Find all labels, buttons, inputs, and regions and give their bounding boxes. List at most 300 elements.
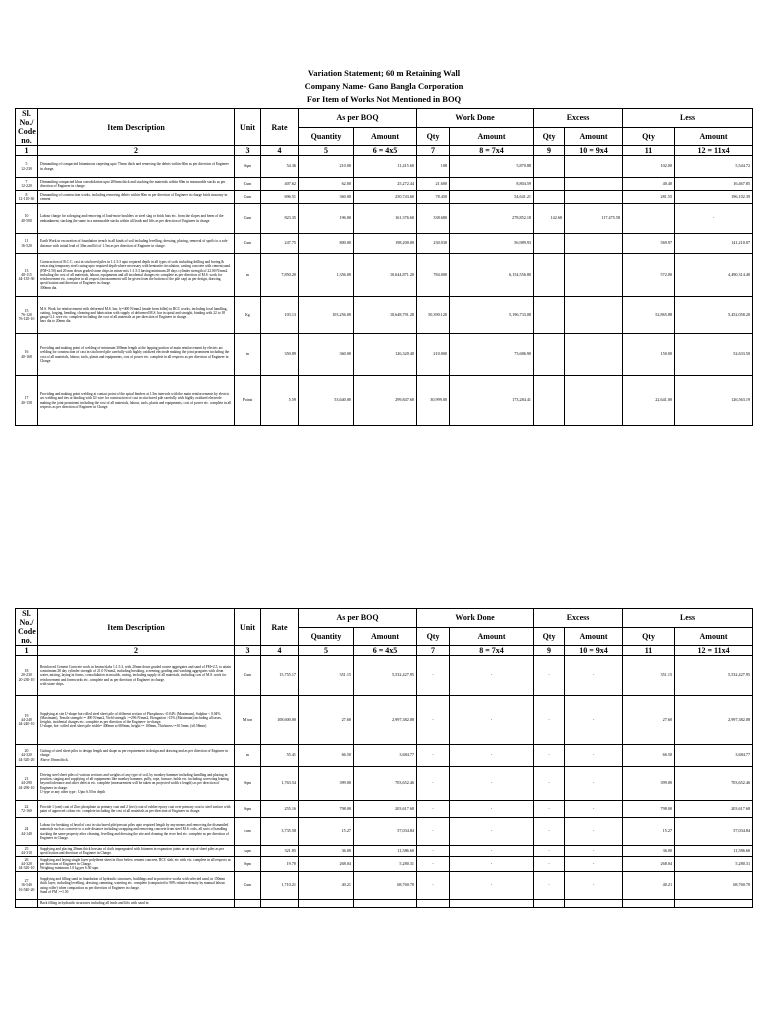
less-qty: 36.00 — [623, 846, 675, 857]
col-header-unit: Unit — [235, 109, 261, 146]
item-description: Dismantling compacted khoa consolidation upto 200mm thick and stacking the materials within 60m in measurable stacks as per direction of Engineer in charge. — [38, 178, 235, 191]
less-qty: 572.00 — [623, 254, 675, 297]
table-row — [16, 191, 753, 204]
item-number: 22 72-160 — [16, 801, 38, 818]
work-done-qty: 108 — [417, 156, 450, 178]
work-done-amount: 73,686.90 — [450, 334, 534, 376]
item-description: Supplying at site U-shape hot rolled steel sheet pile of different section of Phosphorus <0.04% (Maximum), Sulphur < 0.04% (Maximum), Tensile strength>= 490 N/mm2, Yield strength >=296 N/mm2, Elongation >15% (Maximum) including all taxes, freights, incidental charges etc. complete as per direction of the Engineer- in-charge. U-shape, hot- rolled steel sheet pile width= 400mm to 600mm, height>= 100mm, Thickness>=10.5mm. (x0.58mm) — [38, 696, 235, 745]
work-done-qty: - — [417, 801, 450, 818]
boq-amount: 198,200.00 — [354, 234, 417, 254]
excess-qty: - — [534, 745, 565, 767]
work-done-qty: - — [417, 846, 450, 857]
less-qty: 281.55 — [623, 191, 675, 204]
work-done-amount: - — [450, 767, 534, 801]
less-qty: 569.97 — [623, 234, 675, 254]
table-row — [16, 801, 753, 818]
item-description: Labour for breaking of head of cast in situ bored pile/precast piles upto required length by any means and removing the dismantled materials such as concrete to a safe distance including scrapping and removing concrete from steel M.S. rods, all sorts of handling stacking the same property after cleaning, levelling and dressing the site and cleaning the river bed etc. complete as per direction of Engineer in Charge. — [38, 818, 235, 846]
item-description: Supplying and placing 20mm thick hessian of cloth impregnated with bitumen in expansion joints or on top of sheet piles as per specification and direction of Engineer in Charge. — [38, 846, 235, 857]
item-unit: Sqm — [235, 767, 261, 801]
item-number: 10 40-500 — [16, 204, 38, 234]
col-header-rate: Rate — [261, 109, 299, 146]
item-unit: Points — [235, 376, 261, 426]
item-rate: 823.35 — [261, 204, 299, 234]
less-amount: 3,684.77 — [675, 745, 753, 767]
less-amount: 196,102.39 — [675, 191, 753, 204]
item-description: Earth Work in excavation of foundation trench in all kinds of soil including levelling, dressing, placing, removal of spoils to a safe distance with initial lead of 30m and lift of 1.5m as per direction of Engineer in charge. — [38, 234, 235, 254]
excess-qty: 142.68 — [534, 204, 565, 234]
col-number: 3 — [235, 146, 261, 156]
item-rate: 696.51 — [261, 191, 299, 204]
boq-quantity: 798.00 — [299, 801, 354, 818]
item-number — [16, 900, 38, 908]
col-number: 12 = 11x4 — [675, 646, 753, 656]
excess-amount: - — [565, 872, 623, 900]
item-rate: 19.70 — [261, 857, 299, 872]
less-qty: 798.00 — [623, 801, 675, 818]
excess-amount — [565, 376, 623, 426]
excess-qty: - — [534, 857, 565, 872]
table-row — [16, 696, 753, 745]
variation-table-2 — [15, 608, 753, 908]
excess-qty: - — [534, 872, 565, 900]
title-line-1: Variation Statement; 60 m Retaining Wall — [307, 68, 461, 78]
col-header-as-per-boq: As per BOQ — [299, 109, 417, 128]
less-qty: 102.00 — [623, 156, 675, 178]
work-done-qty: 78.450 — [417, 191, 450, 204]
less-qty: 399.00 — [623, 767, 675, 801]
less-amount: 5,280.31 — [675, 857, 753, 872]
boq-amount: 703,652.46 — [354, 767, 417, 801]
excess-amount: - — [565, 696, 623, 745]
work-done-qty: 210.000 — [417, 334, 450, 376]
item-rate: 1,710.21 — [261, 872, 299, 900]
excess-amount — [565, 297, 623, 334]
excess-amount: - — [565, 767, 623, 801]
item-description: Construction of R.C.C. cast in situ bored piles in 1:1.5:3 upto required depth in all types of soils including drilling and boring & extracting temporary steel casing upto required depth where necessary with bentonite circulation, casting concrete with cement,sand (FM=2.50) and 20 mm down graded stone chips in mixer mix 1:1.5:3 having minimum 28 days cylinder strength of 22.00 N/mm2 including the cost of all materials, labour, equipments and all incidental charges etc complete as per direction of M.S. work for reinforcement etc. complete in all respect (measurement will be given from the bottom of the pile cap) as per design, drawing, specification and direction of Engineer in charge. 300mm dia. — [38, 254, 235, 297]
col-number: 1 — [16, 646, 38, 656]
less-qty: 27.60 — [623, 696, 675, 745]
table-row — [16, 745, 753, 767]
item-rate: 54.36 — [261, 156, 299, 178]
col-header-desc: Item Description — [38, 109, 235, 146]
less-amount: 57,034.84 — [675, 818, 753, 846]
col-number: 3 — [235, 646, 261, 656]
work-done-qty: - — [417, 857, 450, 872]
col-header-ls-amount: Amount — [675, 627, 753, 646]
item-number: 24 44-140 — [16, 818, 38, 846]
excess-amount: - — [565, 745, 623, 767]
col-header-wd-qty: Qty — [417, 127, 450, 146]
boq-quantity: 36.00 — [299, 846, 354, 857]
work-done-qty: - — [417, 767, 450, 801]
excess-qty: - — [534, 656, 565, 696]
col-header-wd-amount: Amount — [450, 627, 534, 646]
excess-qty — [534, 254, 565, 297]
less-qty: 40.21 — [623, 872, 675, 900]
item-description: Provide 1 (one) coat of Zinc phosphate as primary coat and 2 (two) coat of rubber epoxy coat over primary coat to steel surface with paint of approved colour etc. complete including the cost of all materials as per direction of Engineer in charge. — [38, 801, 235, 818]
item-description: Driving steel sheet piles of various sections and weights of any type of soil, by monkey hammer including handling and placing in position, staging and supplying of all equipments like monkey hammer, pully, rope, furnace, bolsh etc. including correcting leaning beyond tolerance and other defects etc. complete (measurement will be taken on projected width x length) as per direction of Engineer in charge. U-type or any other type : Upto 6.50 m depth — [38, 767, 235, 801]
less-amount: 52,633.50 — [675, 334, 753, 376]
item-description: Providing and making point of welding of minimum 300mm length at the lapping portion of main reinforcement by electric arc welding for construction of cast in situ bored pile carefully with highly oxidized electrode making the joint prominent including the cost of all materials, labour, tools, plants and equipments, cost of power etc. complete in all respects as per direction of Engineer in Charge. — [38, 334, 235, 376]
work-done-qty: 338.680 — [417, 204, 450, 234]
col-header-ls-qty: Qty — [623, 127, 675, 146]
item-description: Providing and making point welding at contact point of the spiral binders at 1.5m intervals with the main reinforcements by electric arc welding and ties or binding with GI wire for construction of cast in situ bored pile carefully with highly oxidized electrode making the joint prominent including the cost of all materials, labour, tools, plants and equipments, cost of power etc. complete in all respects as per direction of Engineer in Charge. — [38, 376, 235, 426]
table-row — [16, 178, 753, 191]
col-number: 5 — [299, 146, 354, 156]
col-header-unit: Unit — [235, 609, 261, 646]
boq-amount: 5,532,427.95 — [354, 656, 417, 696]
less-qty: 52,865.88 — [623, 297, 675, 334]
less-qty: 15.27 — [623, 818, 675, 846]
col-number: 4 — [261, 146, 299, 156]
excess-amount — [565, 334, 623, 376]
excess-amount — [565, 900, 623, 908]
work-done-amount — [450, 900, 534, 908]
item-number: 26 44-320 44-320-10 — [16, 857, 38, 872]
excess-amount: - — [565, 846, 623, 857]
excess-amount: - — [565, 801, 623, 818]
item-description: Supplying and filling sand in foundation of hydraulic structures, buildings and in protective works with selected sand, in 150mm thick layer, including levelling, dressing, ramming, watering etc. complete (compacted to 90% relative density by manual labour using roller) when compaction as per direction of Engineer in charge. Sand of FM >=1.50 — [38, 872, 235, 900]
work-done-qty: - — [417, 818, 450, 846]
col-header-boq-quantity: Quantity — [299, 627, 354, 646]
excess-qty — [534, 376, 565, 426]
item-unit: Kg — [235, 297, 261, 334]
table-row — [16, 872, 753, 900]
boq-amount: 299,847.60 — [354, 376, 417, 426]
less-qty: 40.40 — [623, 178, 675, 191]
boq-quantity: 1,356.00 — [299, 254, 354, 297]
item-description: Labour charge for salvaging and removing of load-mote boulders or steel slag or brick bats etc. from the slopes and berm of the embankment, stacking the same in a measurable stacks within all leads and lifts as per direction of Engineer in charge. — [38, 204, 235, 234]
excess-amount: - — [565, 818, 623, 846]
col-header-ex-amount: Amount — [565, 627, 623, 646]
table-row — [16, 767, 753, 801]
boq-amount: 68,760.70 — [354, 872, 417, 900]
item-number: 7 12-220 — [16, 178, 38, 191]
item-description: Dismantling of compacted bituminous carpeting upto 75mm thick and removing the debris within 60m as per direction of Engineer in charge. — [38, 156, 235, 178]
work-done-qty: - — [417, 745, 450, 767]
col-number: 7 — [417, 146, 450, 156]
col-header-boq-amount: Amount — [354, 627, 417, 646]
item-description: Reinforced Cement Concrete work in beams/slabs 1:1.5:3, with 20mm down graded coarse aggregates and sand of FM=2.5, to attain a minimum 28 day cylinder strength of 21.0 N/mm2, including breaking, screening, grading and washing aggregates with clean water, mixing, laying in forms, consolidation in moulds, curing, including supply of all materials, including cost of M.S. work for reinforcement and formworks etc. complete and as per direction of Engineer in charge. with stone chips. — [38, 656, 235, 696]
col-header-work-done: Work Done — [417, 609, 534, 628]
item-unit: Cum — [235, 204, 261, 234]
boq-amount: 3,684.77 — [354, 745, 417, 767]
excess-amount: 117,475.58 — [565, 204, 623, 234]
boq-amount: 161,376.60 — [354, 204, 417, 234]
work-done-amount: - — [450, 872, 534, 900]
work-done-amount: - — [450, 857, 534, 872]
col-number: 1 — [16, 146, 38, 156]
less-amount: 5,544.72 — [675, 156, 753, 178]
table-row — [16, 254, 753, 297]
col-number: 11 — [623, 146, 675, 156]
item-number: 15 76-120 76-120-10 — [16, 297, 38, 334]
col-header-wd-qty: Qty — [417, 627, 450, 646]
boq-quantity: 66.50 — [299, 745, 354, 767]
less-amount: 2,997,382.08 — [675, 696, 753, 745]
work-done-amount: 278,852.18 — [450, 204, 534, 234]
work-done-amount: 54,641.21 — [450, 191, 534, 204]
table-row — [16, 376, 753, 426]
excess-amount — [565, 156, 623, 178]
boq-quantity: 103,256.00 — [299, 297, 354, 334]
boq-amount: 203,617.68 — [354, 801, 417, 818]
work-done-qty — [417, 900, 450, 908]
boq-quantity — [299, 900, 354, 908]
item-rate: 7,850.20 — [261, 254, 299, 297]
excess-qty: - — [534, 767, 565, 801]
boq-amount: 126,320.40 — [354, 334, 417, 376]
boq-quantity: 15.27 — [299, 818, 354, 846]
item-unit: Cum — [235, 178, 261, 191]
table-row — [16, 234, 753, 254]
title-line-3: For Item of Works Not Mentioned in BOQ — [306, 94, 462, 104]
work-done-qty: 21.600 — [417, 178, 450, 191]
excess-qty — [534, 234, 565, 254]
col-header-rate: Rate — [261, 609, 299, 646]
less-qty: 150.00 — [623, 334, 675, 376]
excess-amount: - — [565, 656, 623, 696]
table-row — [16, 297, 753, 334]
work-done-amount: - — [450, 846, 534, 857]
work-done-amount: 173,284.41 — [450, 376, 534, 426]
col-number: 6 = 4x5 — [354, 146, 417, 156]
work-done-amount: - — [450, 745, 534, 767]
less-qty: 66.50 — [623, 745, 675, 767]
work-done-qty: - — [417, 696, 450, 745]
less-amount: 68,760.70 — [675, 872, 753, 900]
work-done-qty: 230.030 — [417, 234, 450, 254]
col-header-excess: Excess — [534, 109, 623, 128]
work-done-amount: - — [450, 696, 534, 745]
item-number: 21 44-290 44-290-10 — [16, 767, 38, 801]
col-header-desc: Item Description — [38, 609, 235, 646]
less-amount — [675, 900, 753, 908]
variation-table-1 — [15, 108, 753, 426]
excess-qty: - — [534, 696, 565, 745]
work-done-amount: 5,196,733.08 — [450, 297, 534, 334]
work-done-amount: 56,989.93 — [450, 234, 534, 254]
item-unit: Cum — [235, 872, 261, 900]
table-row — [16, 846, 753, 857]
col-number: 11 — [623, 646, 675, 656]
item-number: 17 40-158 — [16, 376, 38, 426]
item-number: 25 44-310 — [16, 846, 38, 857]
work-done-qty: 784.000 — [417, 254, 450, 297]
less-amount: 16,467.85 — [675, 178, 753, 191]
boq-quantity: 360.00 — [299, 334, 354, 376]
col-header-sl: Sl. No./ Code no. — [16, 109, 38, 146]
item-rate: 350.89 — [261, 334, 299, 376]
excess-qty — [534, 178, 565, 191]
table-row — [16, 334, 753, 376]
less-amount: 4,490,314.40 — [675, 254, 753, 297]
col-number: 10 = 9x4 — [565, 146, 623, 156]
item-rate: 15,755.17 — [261, 656, 299, 696]
col-header-ex-qty: Qty — [534, 127, 565, 146]
item-unit: cum — [235, 818, 261, 846]
excess-qty: - — [534, 801, 565, 818]
col-number: 2 — [38, 646, 235, 656]
less-qty — [623, 900, 675, 908]
item-unit: m — [235, 254, 261, 297]
item-unit: m — [235, 745, 261, 767]
less-qty: 268.04 — [623, 857, 675, 872]
item-unit: Cum — [235, 234, 261, 254]
less-qty: 351.15 — [623, 656, 675, 696]
boq-amount: 2,997,382.08 — [354, 696, 417, 745]
item-unit: Sqm — [235, 801, 261, 818]
boq-quantity: 399.00 — [299, 767, 354, 801]
item-number: 11 16-520 — [16, 234, 38, 254]
col-header-sl: Sl. No./ Code no. — [16, 609, 38, 646]
boq-amount: 250,743.60 — [354, 191, 417, 204]
item-rate: 108,600.00 — [261, 696, 299, 745]
work-done-amount: 8,804.59 — [450, 178, 534, 191]
boq-quantity: 62.00 — [299, 178, 354, 191]
item-description: M.S. Work for reinforcement with deformed M.S. bar, fy=400 N/mm2 (made from billet) in RCC works, including local handling, cutting, forging, bending, cleaning and fabrication with supply of deformed M.S. bar in spiral and straight, binding with 22 to 18 gauge G.I. wire etc. complete including the cost of all materials as per direction of Engineer in charge. bars dia to 20mm dia. — [38, 297, 235, 334]
col-header-work-done: Work Done — [417, 109, 534, 128]
table-row — [16, 656, 753, 696]
less-amount: 5,532,427.95 — [675, 656, 753, 696]
boq-quantity: 351.15 — [299, 656, 354, 696]
boq-amount: 57,034.84 — [354, 818, 417, 846]
work-done-amount: 5,870.88 — [450, 156, 534, 178]
work-done-qty: - — [417, 872, 450, 900]
col-header-ex-qty: Qty — [534, 627, 565, 646]
item-number: 8 12-110-30 — [16, 191, 38, 204]
less-amount: 5,452,058.20 — [675, 297, 753, 334]
excess-qty — [534, 900, 565, 908]
item-unit: sqm — [235, 846, 261, 857]
col-number: 7 — [417, 646, 450, 656]
item-unit: Cum — [235, 191, 261, 204]
item-unit — [235, 900, 261, 908]
col-number: 12 = 11x4 — [675, 146, 753, 156]
less-amount: 11,586.60 — [675, 846, 753, 857]
excess-amount — [565, 254, 623, 297]
less-amount: 141,210.07 — [675, 234, 753, 254]
col-header-ex-amount: Amount — [565, 127, 623, 146]
item-number: 18 20-230 20-230-10 — [16, 656, 38, 696]
excess-amount: - — [565, 857, 623, 872]
excess-qty — [534, 191, 565, 204]
table-row — [16, 900, 753, 908]
item-description: Dismantling of construction works, including removing debris within 60m as per direction of Engineer in charge brick masonry in cement — [38, 191, 235, 204]
boq-amount: 11,415.60 — [354, 156, 417, 178]
col-number: 6 = 4x5 — [354, 646, 417, 656]
work-done-amount: - — [450, 656, 534, 696]
boq-quantity: 800.00 — [299, 234, 354, 254]
boq-quantity: 40.21 — [299, 872, 354, 900]
excess-qty — [534, 297, 565, 334]
table-row — [16, 857, 753, 872]
col-number: 5 — [299, 646, 354, 656]
col-header-ls-qty: Qty — [623, 627, 675, 646]
item-description: Supplying and laying single layer polythene sheet in floor below cement concrete, RCC slab, etc with etc. complete in all respects as per direction of Engineer in Charge. Weighing minimum 1.0 kg per 6.50 sqm. — [38, 857, 235, 872]
work-done-qty: 50,390.120 — [417, 297, 450, 334]
item-number: 5 12-230 — [16, 156, 38, 178]
table-row — [16, 818, 753, 846]
col-number: 9 — [534, 146, 565, 156]
item-rate: 5.59 — [261, 376, 299, 426]
item-number: 27 16-540 16-540-20 — [16, 872, 38, 900]
item-rate — [261, 900, 299, 908]
work-done-qty: 30,999.00 — [417, 376, 450, 426]
less-qty — [623, 204, 675, 234]
col-header-ls-amount: Amount — [675, 127, 753, 146]
item-number: 20 44-320 44-320-20 — [16, 745, 38, 767]
boq-amount: 10,644,871.20 — [354, 254, 417, 297]
item-unit: m — [235, 334, 261, 376]
boq-amount: 11,586.60 — [354, 846, 417, 857]
excess-qty — [534, 156, 565, 178]
boq-quantity: 360.00 — [299, 191, 354, 204]
col-number: 9 — [534, 646, 565, 656]
boq-quantity: 196.00 — [299, 204, 354, 234]
boq-amount — [354, 900, 417, 908]
col-header-boq-amount: Amount — [354, 127, 417, 146]
work-done-amount: - — [450, 818, 534, 846]
col-number: 8 = 7x4 — [450, 646, 534, 656]
item-rate: 103.13 — [261, 297, 299, 334]
col-header-less: Less — [623, 609, 753, 628]
boq-amount: 10,648,791.28 — [354, 297, 417, 334]
col-header-boq-quantity: Quantity — [299, 127, 354, 146]
col-header-less: Less — [623, 109, 753, 128]
excess-amount — [565, 178, 623, 191]
col-number: 2 — [38, 146, 235, 156]
col-header-excess: Excess — [534, 609, 623, 628]
less-amount: 126,563.19 — [675, 376, 753, 426]
boq-amount: 25,272.44 — [354, 178, 417, 191]
item-unit: M ton — [235, 696, 261, 745]
item-description: Cutting of steel sheet piles to design length and shape as per requirement in design and drawing and as per direction of Engineer in charge. Above 10mm thick. — [38, 745, 235, 767]
col-header-as-per-boq: As per BOQ — [299, 609, 417, 628]
less-amount: - — [675, 204, 753, 234]
boq-quantity: 268.04 — [299, 857, 354, 872]
less-amount: 203,617.68 — [675, 801, 753, 818]
col-number: 4 — [261, 646, 299, 656]
item-rate: 247.75 — [261, 234, 299, 254]
title-line-2: Company Name- Gano Bangla Corporation — [304, 81, 464, 91]
item-rate: 255.16 — [261, 801, 299, 818]
item-rate: 3,735.58 — [261, 818, 299, 846]
item-number: 13 40-115 44-135-30 — [16, 254, 38, 297]
excess-qty — [534, 334, 565, 376]
table-row — [16, 156, 753, 178]
item-unit: Sqm — [235, 156, 261, 178]
item-rate: 55.41 — [261, 745, 299, 767]
col-number: 8 = 7x4 — [450, 146, 534, 156]
less-qty: 22,641.00 — [623, 376, 675, 426]
item-description: Back filling in hydraulic structures including all leads and lifts with sand in — [38, 900, 235, 908]
work-done-amount: 6,154,556.80 — [450, 254, 534, 297]
col-header-wd-amount: Amount — [450, 127, 534, 146]
item-unit: Cum — [235, 656, 261, 696]
col-number: 10 = 9x4 — [565, 646, 623, 656]
excess-amount — [565, 234, 623, 254]
less-amount: 703,652.46 — [675, 767, 753, 801]
boq-quantity: 53,640.00 — [299, 376, 354, 426]
item-rate: 321.85 — [261, 846, 299, 857]
boq-quantity: 210.00 — [299, 156, 354, 178]
item-unit: Sqm — [235, 857, 261, 872]
table-row — [16, 204, 753, 234]
item-rate: 407.62 — [261, 178, 299, 191]
excess-amount — [565, 191, 623, 204]
item-number: 19 44-240 44-240-10 — [16, 696, 38, 745]
